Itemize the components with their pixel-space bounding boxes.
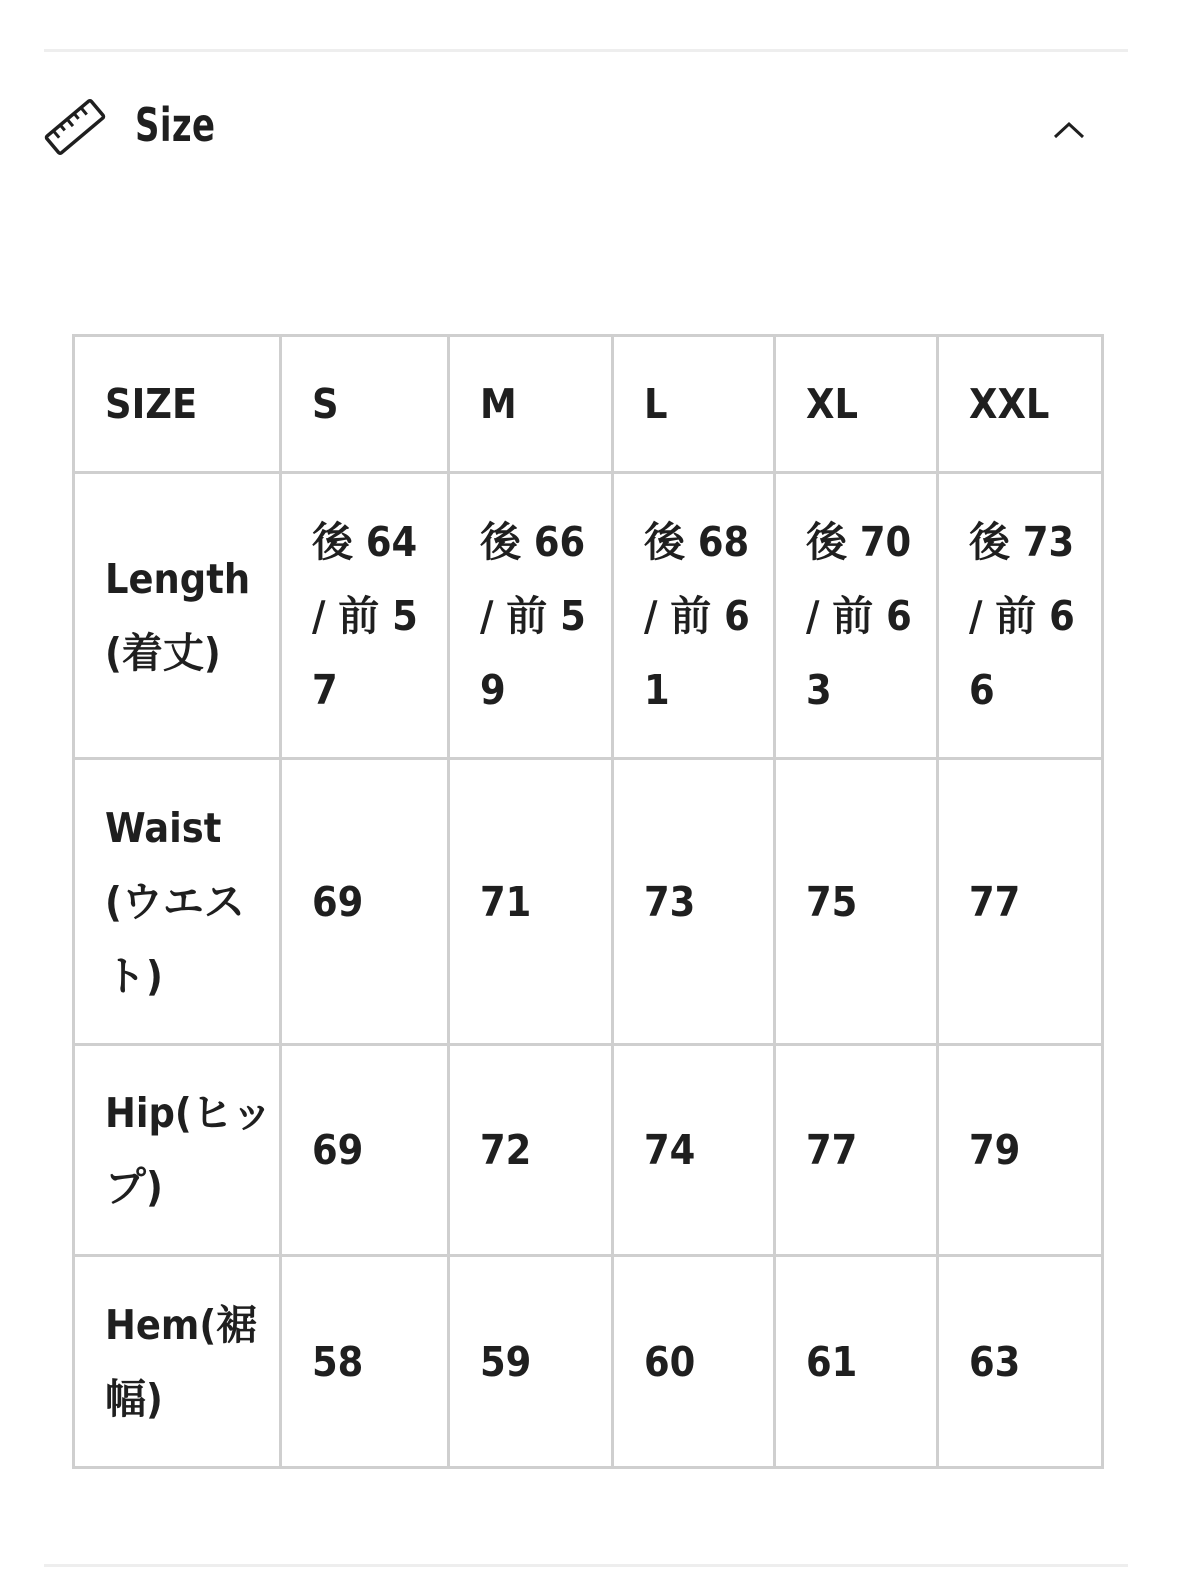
table-row-hem [74, 1256, 1103, 1468]
table-cell [281, 473, 449, 759]
table-header-cell [938, 336, 1103, 473]
cell-value: 71 [480, 877, 532, 926]
table-cell [775, 759, 938, 1045]
header-size-s: S [312, 380, 339, 428]
cell-value: 73 [644, 877, 696, 926]
row-label-cell [74, 759, 281, 1045]
table-header-cell [281, 336, 449, 473]
row-label: Waist(ウエスト) [105, 803, 245, 1000]
table-cell [775, 1045, 938, 1256]
table-cell [613, 1256, 775, 1468]
cell-value: 77 [806, 1126, 858, 1174]
table-header-cell [613, 336, 775, 473]
table-cell [281, 759, 449, 1045]
header-size-m: M [480, 380, 517, 428]
size-accordion-header[interactable] [44, 90, 1128, 166]
table-cell [613, 1045, 775, 1256]
bottom-divider [44, 1564, 1128, 1567]
table-cell [613, 759, 775, 1045]
header-size-l: L [644, 380, 668, 428]
cell-value: 後 68 / 前 61 [644, 517, 750, 714]
size-table [72, 334, 1104, 1469]
cell-value: 69 [312, 1126, 364, 1174]
row-label-cell [74, 1045, 281, 1256]
chevron-up-icon[interactable] [1052, 120, 1086, 140]
cell-value: 後 73 / 前 66 [969, 517, 1075, 714]
top-divider [44, 49, 1128, 52]
cell-value: 後 66 / 前 59 [480, 517, 586, 714]
cell-value: 58 [312, 1337, 364, 1386]
cell-value: 77 [969, 877, 1021, 926]
table-cell [938, 1256, 1103, 1468]
table-header-row [74, 336, 1103, 473]
table-header-cell [74, 336, 281, 473]
table-row-waist [74, 759, 1103, 1045]
row-label-cell [74, 473, 281, 759]
table-cell [775, 473, 938, 759]
section-title: Size [135, 98, 216, 152]
table-row-length [74, 473, 1103, 759]
table-cell [775, 1256, 938, 1468]
row-label: Hip(ヒップ) [105, 1089, 273, 1211]
table-cell [938, 1045, 1103, 1256]
table-cell [938, 473, 1103, 759]
table-header-cell [775, 336, 938, 473]
table-cell [449, 1256, 613, 1468]
cell-value: 79 [969, 1126, 1021, 1174]
cell-value: 後 64 / 前 57 [312, 517, 418, 714]
table-row-hip [74, 1045, 1103, 1256]
cell-value: 75 [806, 877, 858, 926]
table-cell [938, 759, 1103, 1045]
row-label: Length(着丈) [105, 554, 251, 677]
table-cell [449, 1045, 613, 1256]
table-cell [281, 1256, 449, 1468]
cell-value: 69 [312, 877, 364, 926]
cell-value: 63 [969, 1337, 1021, 1386]
row-label: Hem(裾幅) [105, 1300, 258, 1423]
header-size-xxl: XXL [969, 380, 1050, 428]
cell-value: 59 [480, 1337, 532, 1386]
table-cell [449, 759, 613, 1045]
table-cell [281, 1045, 449, 1256]
table-cell [449, 473, 613, 759]
table-cell [613, 473, 775, 759]
cell-value: 74 [644, 1126, 696, 1174]
table-header-cell [449, 336, 613, 473]
cell-value: 60 [644, 1337, 696, 1386]
row-label-cell [74, 1256, 281, 1468]
cell-value: 72 [480, 1126, 532, 1174]
header-size-xl: XL [806, 380, 858, 428]
header-size-label: SIZE [105, 380, 198, 428]
cell-value: 後 70 / 前 63 [806, 517, 912, 714]
cell-value: 61 [806, 1337, 858, 1386]
ruler-icon [44, 96, 106, 158]
